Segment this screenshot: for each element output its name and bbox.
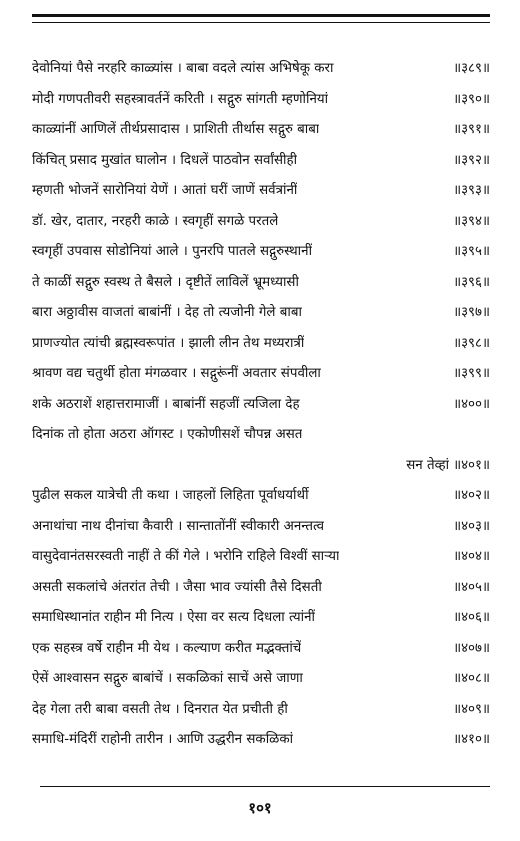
verse-number: ॥४०९॥ (453, 701, 490, 717)
verse-line (32, 237, 490, 268)
verse-line (32, 725, 490, 756)
verse-number: ॥४०५॥ (453, 579, 490, 595)
verse-text: असती सकलांचे अंतरांत तेची । जैसा भाव ज्यांसी तैसे दिसती (32, 579, 322, 595)
verse-line (32, 512, 490, 543)
verse-line (32, 359, 490, 390)
verse-line (32, 146, 490, 177)
verse-line (32, 329, 490, 360)
verse-line (32, 176, 490, 207)
verse-number: ॥३९७॥ (453, 305, 490, 320)
verse-text: अनाथांचा नाथ दीनांचा कैवारी । सान्तातोंनीं स्वीकारी अनन्तत्व (32, 518, 325, 534)
verse-number: ॥४०३॥ (453, 518, 490, 534)
verse-text: वासुदेवानंतसरस्वती नाहीं ते कीं गेले । भरोनि राहिले विश्वीं साऱ्या (32, 549, 340, 564)
verse-text: म्हणती भोजनें सारोनियां येणें । आतां घरीं जाणें सर्वत्रांनीं (32, 183, 298, 198)
verse-number: ॥३९२॥ (453, 152, 490, 168)
verse-line (32, 54, 490, 85)
verse-line (32, 603, 490, 634)
verse-text: डॉ. खेर, दातार, नरहरी काळे । स्वगृहीं सगळे परतले (32, 213, 279, 229)
verse-line (32, 695, 490, 726)
verse-text: काळ्यांनीं आणिलें तीर्थप्रसादास । प्राशिती तीर्थास सद्गुरु बाबा (32, 122, 320, 137)
verse-line (32, 390, 490, 421)
verse-line (32, 420, 490, 451)
verse-text: बारा अठ्ठावीस वाजतां बाबांनीं । देह तो त्यजोनी गेले बाबा (32, 305, 302, 320)
verse-number: ॥४०१॥ (453, 457, 490, 473)
verse-text: श्रावण वद्य चतुर्थी होता मंगळवार । सद्गुरूंनीं अवतार संपवीला (32, 366, 321, 381)
verse-line (32, 268, 490, 299)
verse-number: ॥४०२॥ (453, 488, 490, 503)
verse-line (32, 451, 490, 482)
top-rule (32, 14, 490, 23)
verse-text: देवोनियां पैसे नरहरि काळ्यांस । बाबा वदले त्यांस अभिषेकू करा (32, 61, 334, 76)
bottom-rule (40, 786, 490, 787)
verse-line (32, 85, 490, 116)
verse-line (32, 634, 490, 665)
verse-number: ॥३९६॥ (453, 274, 490, 290)
verse-text: किंचित् प्रसाद मुखांत घालोन । दिधलें पाठवोन सर्वांसीही (32, 152, 298, 168)
verse-number: ॥३९१॥ (453, 122, 490, 137)
verse-number: ॥४१०॥ (453, 732, 490, 747)
verse-text: समाधिस्थानांत राहीन मी नित्य । ऐसा वर सत्य दिधला त्यांनीं (32, 610, 316, 625)
verse-text: स्वगृहीं उपवास सोडोनियां आले । पुनरपि पातले सद्गुरुस्थानीं (32, 244, 313, 259)
verse-list (32, 54, 490, 756)
verse-line (32, 542, 490, 573)
verse-text: पुढील सकल यात्रेची ती कथा । जाहलों लिहिता पूर्वाधर्यार्थी (32, 488, 309, 503)
verse-line (32, 115, 490, 146)
verse-number: ॥४०७॥ (453, 640, 490, 656)
verse-line (32, 481, 490, 512)
verse-number: ॥३९८॥ (453, 335, 490, 351)
verse-text: समाधि-मंदिरीं राहोनी तारीन । आणि उद्धरीन सकळिकां (32, 732, 294, 747)
verse-number: ॥४००॥ (453, 396, 490, 412)
verse-number: ॥३९३॥ (453, 183, 490, 198)
verse-number: ॥४०८॥ (453, 671, 490, 686)
verse-number: ॥३९५॥ (453, 244, 490, 259)
verse-text: दिनांक तो होता अठरा ऑगस्ट । एकोणीसशें चौपन्न असत (32, 427, 303, 442)
verse-text: ते काळीं सद्गुरु स्वस्थ ते बैसले । दृष्टीतें लाविलें भ्रूमध्यासी (32, 274, 299, 290)
verse-text: शके अठराशें शहात्तरामाजीं । बाबांनीं सहजीं त्यजिला देह (32, 396, 300, 412)
verse-line (32, 298, 490, 329)
verse-line (32, 207, 490, 238)
verse-number: ॥४०६॥ (453, 610, 490, 625)
verse-text: मोदी गणपतीवरी सहस्त्रावर्तनें करिती । सद्गुरु सांगती म्हणोनियां (32, 91, 329, 107)
verse-line (32, 573, 490, 604)
verse-text: प्राणज्योत त्यांची ब्रह्मस्वरूपांत । झाली लीन तेथ मध्यरात्रीं (32, 335, 305, 351)
verse-number: ॥४०४॥ (453, 549, 490, 564)
verse-text: सन तेव्हां (406, 457, 450, 473)
verse-text: देह गेला तरी बाबा वसती तेथ । दिनरात येत प्रचीती ही (32, 701, 288, 717)
verse-number: ॥३८९॥ (453, 61, 490, 76)
verse-number: ॥३९९॥ (453, 366, 490, 381)
verse-line (32, 664, 490, 695)
verse-number: ॥३९४॥ (453, 213, 490, 229)
page-number: १०१ (248, 799, 272, 817)
verse-text: एक सहस्त्र वर्षे राहीन मी येथ । कल्याण करीत मद्भक्तांचें (32, 640, 302, 656)
verse-text: ऐसें आश्वासन सद्गुरु बाबांचें । सकळिकां साचें असे जाणा (32, 671, 303, 686)
verse-number: ॥३९०॥ (453, 91, 490, 107)
